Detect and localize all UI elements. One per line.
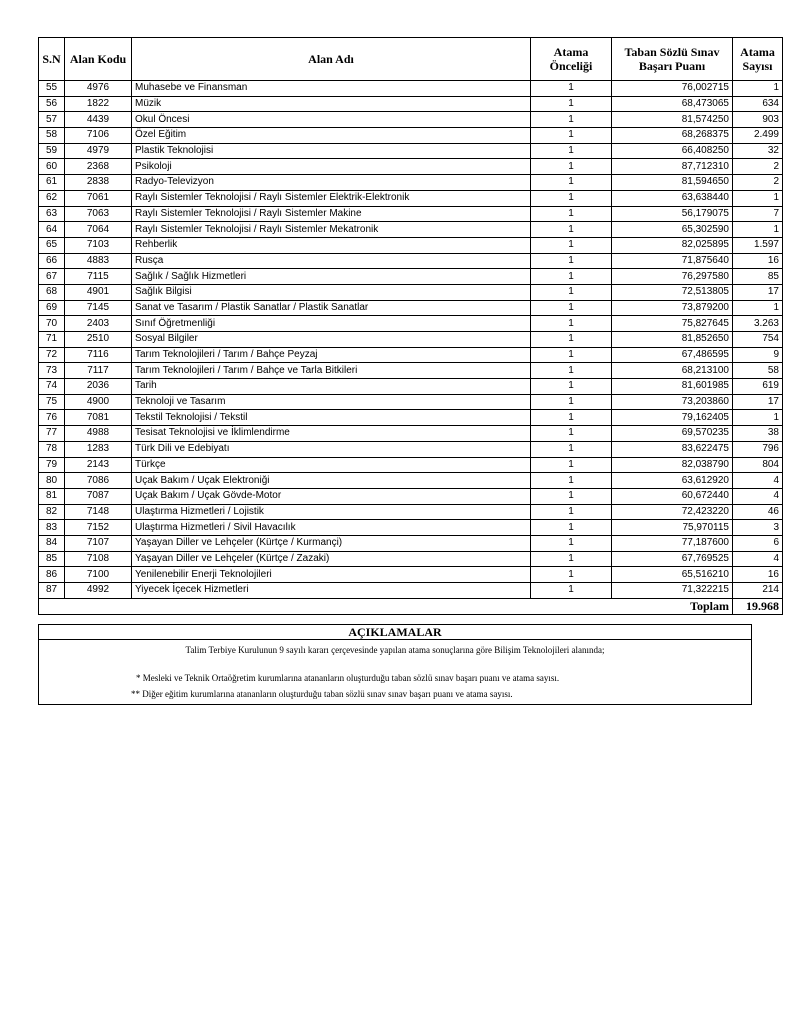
cell-score: 77,187600 bbox=[612, 535, 733, 551]
cell-count: 1 bbox=[733, 222, 783, 238]
cell-name: Sağlık Bilgisi bbox=[132, 284, 531, 300]
cell-score: 76,002715 bbox=[612, 81, 733, 97]
cell-count: 32 bbox=[733, 143, 783, 159]
assignment-table bbox=[38, 37, 783, 615]
cell-priority: 1 bbox=[531, 441, 612, 457]
cell-code: 2510 bbox=[65, 332, 132, 348]
cell-priority: 1 bbox=[531, 504, 612, 520]
table-row bbox=[39, 473, 783, 489]
table-row bbox=[39, 316, 783, 332]
total-label: Toplam bbox=[612, 598, 733, 614]
cell-count: 7 bbox=[733, 206, 783, 222]
cell-code: 1283 bbox=[65, 441, 132, 457]
cell-sn: 74 bbox=[39, 379, 65, 395]
table-row bbox=[39, 504, 783, 520]
cell-count: 754 bbox=[733, 332, 783, 348]
cell-score: 82,038790 bbox=[612, 457, 733, 473]
cell-count: 9 bbox=[733, 347, 783, 363]
cell-priority: 1 bbox=[531, 206, 612, 222]
cell-code: 7063 bbox=[65, 206, 132, 222]
cell-score: 73,879200 bbox=[612, 300, 733, 316]
cell-code: 7086 bbox=[65, 473, 132, 489]
table-row bbox=[39, 237, 783, 253]
cell-priority: 1 bbox=[531, 394, 612, 410]
table-row bbox=[39, 81, 783, 97]
cell-name: Plastik Teknolojisi bbox=[132, 143, 531, 159]
cell-code: 2838 bbox=[65, 175, 132, 191]
cell-count: 903 bbox=[733, 112, 783, 128]
notes-intro: Talim Terbiye Kurulunun 9 sayılı kararı çerçevesinde yapılan atama sonuçlarına göre Bilişim Teknolojileri alanında; bbox=[185, 645, 605, 655]
cell-code: 7148 bbox=[65, 504, 132, 520]
table-row bbox=[39, 551, 783, 567]
cell-count: 214 bbox=[733, 583, 783, 599]
cell-count: 4 bbox=[733, 488, 783, 504]
cell-count: 4 bbox=[733, 551, 783, 567]
cell-count: 38 bbox=[733, 426, 783, 442]
cell-sn: 80 bbox=[39, 473, 65, 489]
cell-count: 4 bbox=[733, 473, 783, 489]
cell-count: 796 bbox=[733, 441, 783, 457]
table-row bbox=[39, 520, 783, 536]
cell-sn: 67 bbox=[39, 269, 65, 285]
cell-count: 804 bbox=[733, 457, 783, 473]
cell-name: Yaşayan Diller ve Lehçeler (Kürtçe / Kurmançi) bbox=[132, 535, 531, 551]
cell-priority: 1 bbox=[531, 159, 612, 175]
cell-name: Tarım Teknolojileri / Tarım / Bahçe ve Tarla Bitkileri bbox=[132, 363, 531, 379]
cell-name: Sosyal Bilgiler bbox=[132, 332, 531, 348]
cell-code: 7103 bbox=[65, 237, 132, 253]
cell-score: 81,852650 bbox=[612, 332, 733, 348]
cell-sn: 56 bbox=[39, 96, 65, 112]
cell-priority: 1 bbox=[531, 457, 612, 473]
table-row bbox=[39, 488, 783, 504]
cell-priority: 1 bbox=[531, 112, 612, 128]
cell-sn: 68 bbox=[39, 284, 65, 300]
table-row bbox=[39, 332, 783, 348]
cell-name: Müzik bbox=[132, 96, 531, 112]
cell-score: 63,612920 bbox=[612, 473, 733, 489]
table-row bbox=[39, 253, 783, 269]
cell-score: 56,179075 bbox=[612, 206, 733, 222]
notes-title: AÇIKLAMALAR bbox=[39, 625, 751, 640]
table-row bbox=[39, 284, 783, 300]
cell-score: 79,162405 bbox=[612, 410, 733, 426]
cell-sn: 60 bbox=[39, 159, 65, 175]
cell-code: 4439 bbox=[65, 112, 132, 128]
cell-name: Rehberlik bbox=[132, 237, 531, 253]
cell-sn: 75 bbox=[39, 394, 65, 410]
cell-code: 1822 bbox=[65, 96, 132, 112]
cell-priority: 1 bbox=[531, 237, 612, 253]
cell-priority: 1 bbox=[531, 520, 612, 536]
cell-name: Tesisat Teknolojisi ve İklimlendirme bbox=[132, 426, 531, 442]
cell-code: 7061 bbox=[65, 190, 132, 206]
cell-sn: 78 bbox=[39, 441, 65, 457]
table-header-row bbox=[39, 38, 783, 81]
cell-score: 81,594650 bbox=[612, 175, 733, 191]
cell-score: 67,769525 bbox=[612, 551, 733, 567]
cell-count: 2.499 bbox=[733, 128, 783, 144]
cell-count: 58 bbox=[733, 363, 783, 379]
cell-sn: 87 bbox=[39, 583, 65, 599]
table-row bbox=[39, 426, 783, 442]
cell-code: 7087 bbox=[65, 488, 132, 504]
cell-priority: 1 bbox=[531, 222, 612, 238]
cell-count: 1 bbox=[733, 81, 783, 97]
cell-sn: 71 bbox=[39, 332, 65, 348]
cell-name: Teknoloji ve Tasarım bbox=[132, 394, 531, 410]
cell-name: Rusça bbox=[132, 253, 531, 269]
cell-score: 65,302590 bbox=[612, 222, 733, 238]
cell-name: Yenilenebilir Enerji Teknolojileri bbox=[132, 567, 531, 583]
table-row bbox=[39, 222, 783, 238]
cell-score: 65,516210 bbox=[612, 567, 733, 583]
cell-score: 71,322215 bbox=[612, 583, 733, 599]
table-row bbox=[39, 128, 783, 144]
cell-count: 3 bbox=[733, 520, 783, 536]
cell-name: Sağlık / Sağlık Hizmetleri bbox=[132, 269, 531, 285]
cell-sn: 66 bbox=[39, 253, 65, 269]
cell-count: 634 bbox=[733, 96, 783, 112]
cell-score: 82,025895 bbox=[612, 237, 733, 253]
cell-code: 7145 bbox=[65, 300, 132, 316]
cell-score: 66,408250 bbox=[612, 143, 733, 159]
cell-priority: 1 bbox=[531, 332, 612, 348]
cell-sn: 83 bbox=[39, 520, 65, 536]
cell-code: 2368 bbox=[65, 159, 132, 175]
cell-count: 17 bbox=[733, 394, 783, 410]
cell-name: Tarım Teknolojileri / Tarım / Bahçe Peyzaj bbox=[132, 347, 531, 363]
header-priority: Atama Önceliği bbox=[531, 38, 612, 81]
cell-count: 2 bbox=[733, 159, 783, 175]
cell-name: Uçak Bakım / Uçak Elektroniği bbox=[132, 473, 531, 489]
cell-count: 17 bbox=[733, 284, 783, 300]
cell-sn: 57 bbox=[39, 112, 65, 128]
cell-code: 7116 bbox=[65, 347, 132, 363]
cell-sn: 62 bbox=[39, 190, 65, 206]
cell-score: 75,970115 bbox=[612, 520, 733, 536]
cell-sn: 73 bbox=[39, 363, 65, 379]
cell-score: 81,601985 bbox=[612, 379, 733, 395]
cell-score: 71,875640 bbox=[612, 253, 733, 269]
cell-priority: 1 bbox=[531, 300, 612, 316]
cell-sn: 72 bbox=[39, 347, 65, 363]
table-row bbox=[39, 567, 783, 583]
cell-code: 7106 bbox=[65, 128, 132, 144]
cell-count: 1 bbox=[733, 190, 783, 206]
cell-sn: 79 bbox=[39, 457, 65, 473]
cell-priority: 1 bbox=[531, 284, 612, 300]
cell-code: 7081 bbox=[65, 410, 132, 426]
cell-score: 68,268375 bbox=[612, 128, 733, 144]
table-row bbox=[39, 441, 783, 457]
cell-count: 3.263 bbox=[733, 316, 783, 332]
cell-name: Radyo-Televizyon bbox=[132, 175, 531, 191]
table-row bbox=[39, 300, 783, 316]
table-row bbox=[39, 112, 783, 128]
cell-priority: 1 bbox=[531, 363, 612, 379]
table-row bbox=[39, 583, 783, 599]
note-mesleki: * Mesleki ve Teknik Ortaöğretim kurumlarına atananların oluşturduğu taban sözlü sınav başarı puanı ve atama sayısı. bbox=[136, 673, 560, 683]
cell-score: 68,213100 bbox=[612, 363, 733, 379]
cell-count: 1 bbox=[733, 300, 783, 316]
cell-sn: 59 bbox=[39, 143, 65, 159]
cell-name: Tarih bbox=[132, 379, 531, 395]
cell-sn: 69 bbox=[39, 300, 65, 316]
cell-code: 2036 bbox=[65, 379, 132, 395]
cell-code: 4988 bbox=[65, 426, 132, 442]
cell-count: 6 bbox=[733, 535, 783, 551]
table-row bbox=[39, 394, 783, 410]
cell-score: 81,574250 bbox=[612, 112, 733, 128]
total-value: 19.968 bbox=[733, 598, 783, 614]
cell-sn: 64 bbox=[39, 222, 65, 238]
cell-code: 7108 bbox=[65, 551, 132, 567]
cell-priority: 1 bbox=[531, 128, 612, 144]
cell-code: 7107 bbox=[65, 535, 132, 551]
cell-score: 87,712310 bbox=[612, 159, 733, 175]
header-count: Atama Sayısı bbox=[733, 38, 783, 81]
cell-sn: 81 bbox=[39, 488, 65, 504]
cell-sn: 82 bbox=[39, 504, 65, 520]
cell-sn: 63 bbox=[39, 206, 65, 222]
cell-name: Okul Öncesi bbox=[132, 112, 531, 128]
cell-count: 619 bbox=[733, 379, 783, 395]
cell-name: Raylı Sistemler Teknolojisi / Raylı Sistemler Elektrik-Elektronik bbox=[132, 190, 531, 206]
cell-code: 7115 bbox=[65, 269, 132, 285]
table-row bbox=[39, 379, 783, 395]
notes-box bbox=[38, 624, 752, 705]
cell-priority: 1 bbox=[531, 190, 612, 206]
cell-priority: 1 bbox=[531, 347, 612, 363]
cell-priority: 1 bbox=[531, 410, 612, 426]
cell-priority: 1 bbox=[531, 583, 612, 599]
cell-name: Ulaştırma Hizmetleri / Sivil Havacılık bbox=[132, 520, 531, 536]
cell-score: 72,513805 bbox=[612, 284, 733, 300]
cell-code: 4979 bbox=[65, 143, 132, 159]
cell-sn: 84 bbox=[39, 535, 65, 551]
cell-count: 85 bbox=[733, 269, 783, 285]
cell-priority: 1 bbox=[531, 175, 612, 191]
cell-name: Sınıf Öğretmenliği bbox=[132, 316, 531, 332]
cell-code: 7064 bbox=[65, 222, 132, 238]
cell-sn: 86 bbox=[39, 567, 65, 583]
cell-code: 4901 bbox=[65, 284, 132, 300]
cell-name: Türkçe bbox=[132, 457, 531, 473]
cell-code: 2403 bbox=[65, 316, 132, 332]
table-row bbox=[39, 143, 783, 159]
total-blank-cell bbox=[39, 598, 612, 614]
cell-count: 16 bbox=[733, 253, 783, 269]
cell-priority: 1 bbox=[531, 81, 612, 97]
cell-name: Muhasebe ve Finansman bbox=[132, 81, 531, 97]
table-row bbox=[39, 206, 783, 222]
cell-score: 72,423220 bbox=[612, 504, 733, 520]
cell-sn: 65 bbox=[39, 237, 65, 253]
cell-code: 7100 bbox=[65, 567, 132, 583]
cell-score: 68,473065 bbox=[612, 96, 733, 112]
cell-code: 4976 bbox=[65, 81, 132, 97]
cell-priority: 1 bbox=[531, 426, 612, 442]
cell-name: Tekstil Teknolojisi / Tekstil bbox=[132, 410, 531, 426]
cell-sn: 77 bbox=[39, 426, 65, 442]
cell-score: 76,297580 bbox=[612, 269, 733, 285]
cell-code: 2143 bbox=[65, 457, 132, 473]
cell-score: 83,622475 bbox=[612, 441, 733, 457]
table-row bbox=[39, 96, 783, 112]
cell-priority: 1 bbox=[531, 473, 612, 489]
table-row bbox=[39, 159, 783, 175]
cell-priority: 1 bbox=[531, 535, 612, 551]
cell-priority: 1 bbox=[531, 316, 612, 332]
table-row bbox=[39, 175, 783, 191]
cell-sn: 61 bbox=[39, 175, 65, 191]
table-body bbox=[39, 81, 783, 599]
cell-name: Uçak Bakım / Uçak Gövde-Motor bbox=[132, 488, 531, 504]
table-row bbox=[39, 410, 783, 426]
cell-priority: 1 bbox=[531, 269, 612, 285]
cell-count: 46 bbox=[733, 504, 783, 520]
table-row bbox=[39, 347, 783, 363]
table-row bbox=[39, 269, 783, 285]
cell-count: 16 bbox=[733, 567, 783, 583]
cell-name: Raylı Sistemler Teknolojisi / Raylı Sistemler Mekatronik bbox=[132, 222, 531, 238]
cell-sn: 70 bbox=[39, 316, 65, 332]
cell-count: 2 bbox=[733, 175, 783, 191]
cell-name: Özel Eğitim bbox=[132, 128, 531, 144]
cell-priority: 1 bbox=[531, 253, 612, 269]
cell-code: 4883 bbox=[65, 253, 132, 269]
header-sn: S.N bbox=[39, 38, 65, 81]
cell-name: Ulaştırma Hizmetleri / Lojistik bbox=[132, 504, 531, 520]
cell-name: Sanat ve Tasarım / Plastik Sanatlar / Plastik Sanatlar bbox=[132, 300, 531, 316]
cell-name: Raylı Sistemler Teknolojisi / Raylı Sistemler Makine bbox=[132, 206, 531, 222]
cell-name: Türk Dili ve Edebiyatı bbox=[132, 441, 531, 457]
note-diger: ** Diğer eğitim kurumlarına atananların oluşturduğu taban sözlü sınav sınav başarı puanı ve atama sayısı. bbox=[131, 689, 513, 699]
cell-count: 1 bbox=[733, 410, 783, 426]
cell-priority: 1 bbox=[531, 567, 612, 583]
table-row bbox=[39, 363, 783, 379]
cell-sn: 55 bbox=[39, 81, 65, 97]
cell-code: 7152 bbox=[65, 520, 132, 536]
cell-score: 60,672440 bbox=[612, 488, 733, 504]
cell-code: 7117 bbox=[65, 363, 132, 379]
cell-sn: 85 bbox=[39, 551, 65, 567]
table-row bbox=[39, 457, 783, 473]
cell-priority: 1 bbox=[531, 379, 612, 395]
table-row bbox=[39, 190, 783, 206]
cell-score: 75,827645 bbox=[612, 316, 733, 332]
header-score: Taban Sözlü Sınav Başarı Puanı bbox=[612, 38, 733, 81]
cell-score: 69,570235 bbox=[612, 426, 733, 442]
cell-score: 63,638440 bbox=[612, 190, 733, 206]
cell-name: Yiyecek İçecek Hizmetleri bbox=[132, 583, 531, 599]
cell-score: 67,486595 bbox=[612, 347, 733, 363]
cell-score: 73,203860 bbox=[612, 394, 733, 410]
cell-code: 4992 bbox=[65, 583, 132, 599]
cell-name: Yaşayan Diller ve Lehçeler (Kürtçe / Zazaki) bbox=[132, 551, 531, 567]
cell-name: Psikoloji bbox=[132, 159, 531, 175]
cell-priority: 1 bbox=[531, 96, 612, 112]
table-row bbox=[39, 535, 783, 551]
cell-code: 4900 bbox=[65, 394, 132, 410]
total-row bbox=[39, 598, 783, 614]
cell-priority: 1 bbox=[531, 143, 612, 159]
cell-count: 1.597 bbox=[733, 237, 783, 253]
header-name: Alan Adı bbox=[132, 38, 531, 81]
cell-sn: 76 bbox=[39, 410, 65, 426]
cell-priority: 1 bbox=[531, 488, 612, 504]
header-code: Alan Kodu bbox=[65, 38, 132, 81]
cell-priority: 1 bbox=[531, 551, 612, 567]
cell-sn: 58 bbox=[39, 128, 65, 144]
